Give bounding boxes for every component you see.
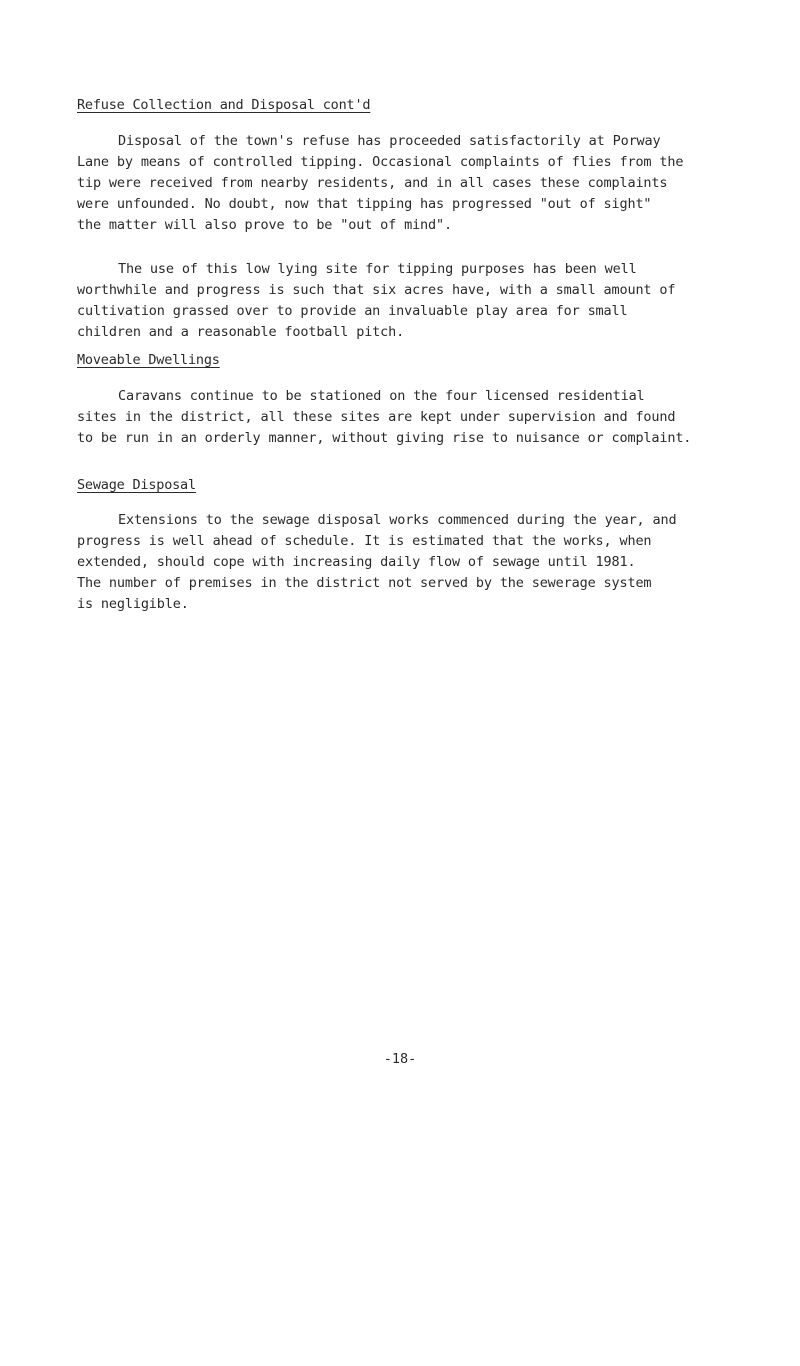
- page-number: -18-: [383, 1051, 417, 1067]
- text-line: the matter will also prove to be "out of mind".: [77, 217, 452, 233]
- text-line: The use of this low lying site for tipping purposes has been well: [118, 261, 637, 277]
- paragraph-sewage-works: [77, 510, 777, 615]
- paragraph-refuse-site-use: [77, 259, 777, 343]
- text-line: Caravans continue to be stationed on the four licensed residential: [118, 388, 645, 404]
- text-line: Extensions to the sewage disposal works commenced during the year, and: [118, 512, 677, 528]
- text-line: sites in the district, all these sites are kept under supervision and found: [77, 409, 676, 425]
- text-line: extended, should cope with increasing daily flow of sewage until 1981.: [77, 554, 636, 570]
- text-line: The number of premises in the district not served by the sewerage system: [77, 575, 652, 591]
- text-line: were unfounded. No doubt, now that tipping has progressed "out of sight": [77, 196, 652, 212]
- section-heading-moveable-dwellings: Moveable Dwellings: [77, 352, 220, 368]
- text-line: Lane by means of controlled tipping. Occasional complaints of flies from the: [77, 154, 684, 170]
- paragraph-caravans: [77, 386, 777, 449]
- text-line: is negligible.: [77, 596, 189, 612]
- text-line: Disposal of the town's refuse has proceeded satisfactorily at Porway: [118, 133, 661, 149]
- section-heading-sewage-disposal: Sewage Disposal: [77, 477, 196, 493]
- text-line: worthwhile and progress is such that six acres have, with a small amount of: [77, 282, 676, 298]
- text-line: tip were received from nearby residents, and in all cases these complaints: [77, 175, 668, 191]
- section-heading-refuse: Refuse Collection and Disposal cont'd: [77, 97, 371, 113]
- text-line: children and a reasonable football pitch.: [77, 324, 405, 340]
- text-line: cultivation grassed over to provide an invaluable play area for small: [77, 303, 628, 319]
- paragraph-refuse-disposal: [77, 131, 777, 236]
- text-line: progress is well ahead of schedule. It is estimated that the works, when: [77, 533, 652, 549]
- text-line: to be run in an orderly manner, without giving rise to nuisance or complaint.: [77, 430, 692, 446]
